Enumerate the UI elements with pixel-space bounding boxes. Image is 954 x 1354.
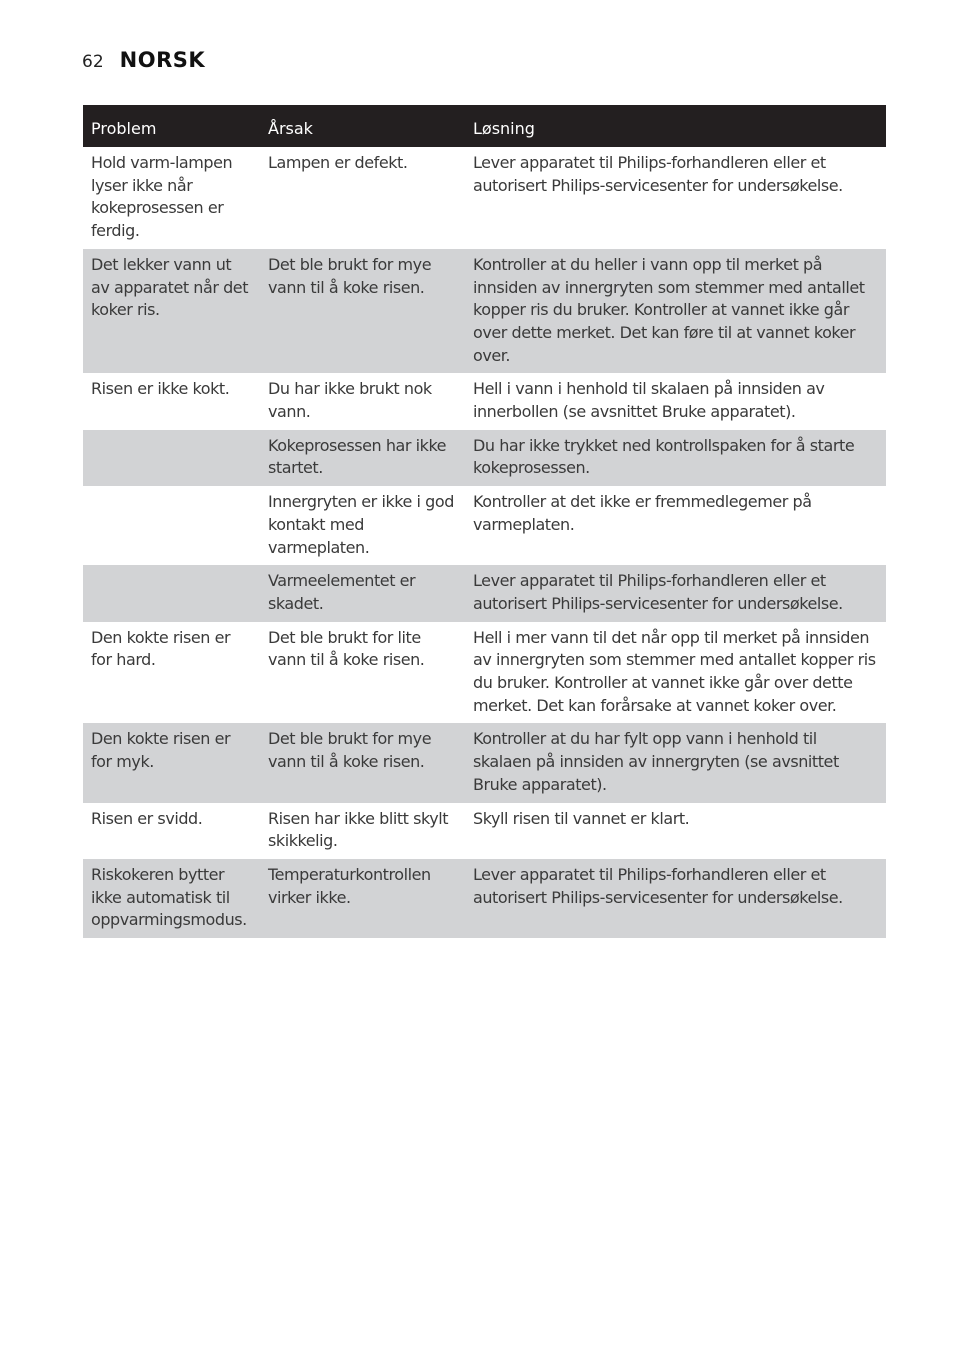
troubleshooting-table (83, 105, 886, 938)
problem-cell: Riskokeren bytter ikke automatisk til oppvarmingsmodus. (83, 859, 260, 938)
solution-cell: Du har ikke trykket ned kontrollspaken for å starte kokeprosessen. (465, 430, 886, 486)
table-row (83, 486, 886, 565)
solution-cell: Lever apparatet til Philips-forhandleren eller et autorisert Philips-servicesenter for undersøkelse. (465, 859, 886, 938)
table-header (83, 105, 886, 147)
problem-cell: Risen er svidd. (91, 808, 203, 828)
column-header-solution: Løsning (465, 105, 886, 147)
section-language-title: NORSK (119, 48, 206, 72)
cause-cell: Det ble brukt for mye vann til å koke risen. (260, 723, 465, 802)
table-row (83, 803, 886, 859)
problem-cell (83, 486, 260, 565)
cause-cell: Det ble brukt for lite vann til å koke risen. (268, 627, 425, 670)
cause-cell: Innergryten er ikke i god kontakt med varmeplaten. (268, 492, 454, 557)
solution-cell: Hell i vann i henhold til skalaen på innsiden av innerbollen (se avsnittet Bruke apparatet). (473, 379, 825, 422)
table-row (83, 723, 886, 802)
solution-cell: Hell i mer vann til det når opp til merket på innsiden av innergryten som stemmer med antallet kopper ris du bruker. Kontroller at vannet ikke går over dette merket. Det kan forårsake at vannet koker over. (473, 627, 876, 715)
solution-cell: Skyll risen til vannet er klart. (473, 808, 690, 828)
table-row (83, 249, 886, 374)
table-body (83, 147, 886, 938)
cause-cell: Temperaturkontrollen virker ikke. (260, 859, 465, 938)
cause-cell: Du har ikke brukt nok vann. (268, 379, 432, 422)
problem-cell: Den kokte risen er for hard. (91, 627, 231, 670)
table-row (83, 859, 886, 938)
table-row (83, 373, 886, 429)
column-header-problem: Problem (83, 105, 260, 147)
page-header (82, 48, 205, 72)
table-row (83, 565, 886, 621)
problem-cell: Det lekker vann ut av apparatet når det koker ris. (83, 249, 260, 374)
table-header-row (83, 105, 886, 147)
cause-cell: Lampen er defekt. (268, 153, 408, 172)
solution-cell: Kontroller at det ikke er fremmedlegemer på varmeplaten. (473, 492, 812, 534)
cause-cell: Risen har ikke blitt skylt skikkelig. (268, 808, 449, 851)
cause-cell: Det ble brukt for mye vann til å koke risen. (260, 249, 465, 374)
problem-cell: Den kokte risen er for myk. (83, 723, 260, 802)
problem-cell: Risen er ikke kokt. (91, 379, 230, 399)
solution-cell: Kontroller at du heller i vann opp til merket på innsiden av innergryten som stemmer med antallet kopper ris du bruker. Kontroller at vannet ikke går over dette merket. Det kan føre til at vannet koker over. (465, 249, 886, 374)
table-row (83, 622, 886, 724)
table-row (83, 430, 886, 486)
page-number: 62 (82, 52, 104, 72)
solution-cell: Kontroller at du har fylt opp vann i henhold til skalaen på innsiden av innergryten (se avsnittet Bruke apparatet). (465, 723, 886, 802)
problem-cell (83, 565, 260, 621)
solution-cell: Lever apparatet til Philips-forhandleren eller et autorisert Philips-servicesenter for undersøkelse. (465, 565, 886, 621)
solution-cell: Lever apparatet til Philips-forhandleren eller et autorisert Philips-servicesenter for undersøkelse. (473, 153, 843, 195)
cause-cell: Varmeelementet er skadet. (260, 565, 465, 621)
column-header-cause: Årsak (260, 105, 465, 147)
problem-cell: Hold varm-lampen lyser ikke når kokeprosessen er ferdig. (91, 153, 233, 241)
table-row (83, 147, 886, 249)
problem-cell (83, 430, 260, 486)
cause-cell: Kokeprosessen har ikke startet. (260, 430, 465, 486)
